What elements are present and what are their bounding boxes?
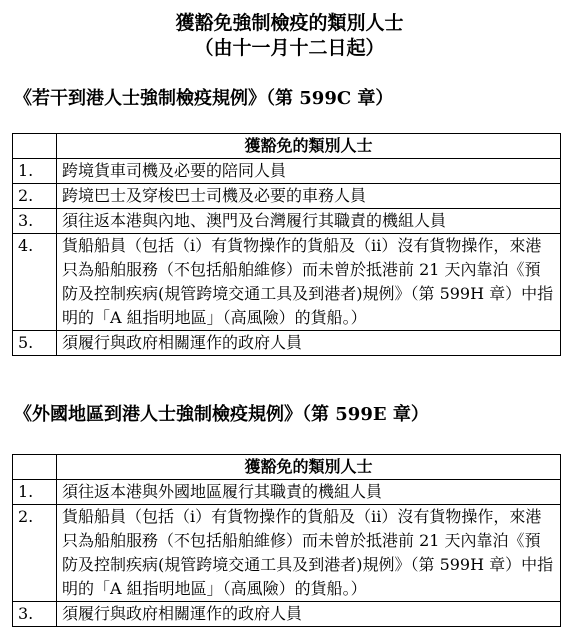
table-row xyxy=(13,184,561,209)
row-text: 貨船船員（包括（i）有貨物操作的貨船及（ii）沒有貨物操作，來港只為船舶服務（不包括船舶維修）而未曾於抵港前 21 天內靠泊《預防及控制疾病(規管跨境交通工具及到港者)規例》（第 599H 章）中指明的「A 組指明地區」（高風險）的貨船。） xyxy=(57,505,561,602)
table-header: 獲豁免的類別人士 xyxy=(57,455,561,480)
table-row xyxy=(13,234,561,331)
table-header: 獲豁免的類別人士 xyxy=(57,134,561,159)
row-text: 須履行與政府相關運作的政府人員 xyxy=(57,331,561,356)
row-number: 3. xyxy=(13,209,57,234)
exemption-table-599c xyxy=(12,133,561,356)
row-number: 5. xyxy=(13,331,57,356)
table-header-row xyxy=(13,134,561,159)
exemption-table-599e xyxy=(12,454,561,627)
row-number: 3. xyxy=(13,602,57,627)
section-heading-599c: 《若干到港人士強制檢疫規例》（第 599C 章） xyxy=(14,88,394,109)
table-row xyxy=(13,159,561,184)
row-number: 2. xyxy=(13,184,57,209)
document-subtitle: （由十一月十二日起） xyxy=(194,37,385,59)
section-heading-599e: 《外國地區到港人士強制檢疫規例》（第 599E 章） xyxy=(14,404,429,425)
table-header-row xyxy=(13,455,561,480)
document-title: 獲豁免強制檢疫的類別人士 xyxy=(175,12,404,34)
header-num-cell xyxy=(13,455,57,480)
row-number: 2. xyxy=(13,505,57,602)
header-num-cell xyxy=(13,134,57,159)
table-row xyxy=(13,480,561,505)
row-text: 須履行與政府相關運作的政府人員 xyxy=(57,602,561,627)
row-number: 4. xyxy=(13,234,57,331)
row-text: 貨船船員（包括（i）有貨物操作的貨船及（ii）沒有貨物操作，來港只為船舶服務（不包括船舶維修）而未曾於抵港前 21 天內靠泊《預防及控制疾病(規管跨境交通工具及到港者)規例》（第 599H 章）中指明的「A 組指明地區」（高風險）的貨船。） xyxy=(57,234,561,331)
row-text: 跨境巴士及穿梭巴士司機及必要的車務人員 xyxy=(57,184,561,209)
table-row xyxy=(13,209,561,234)
row-text: 須往返本港與內地、澳門及台灣履行其職責的機組人員 xyxy=(57,209,561,234)
table-row xyxy=(13,505,561,602)
table-row xyxy=(13,331,561,356)
row-number: 1. xyxy=(13,159,57,184)
table-row xyxy=(13,602,561,627)
row-number: 1. xyxy=(13,480,57,505)
row-text: 跨境貨車司機及必要的陪同人員 xyxy=(57,159,561,184)
row-text: 須往返本港與外國地區履行其職責的機組人員 xyxy=(57,480,561,505)
